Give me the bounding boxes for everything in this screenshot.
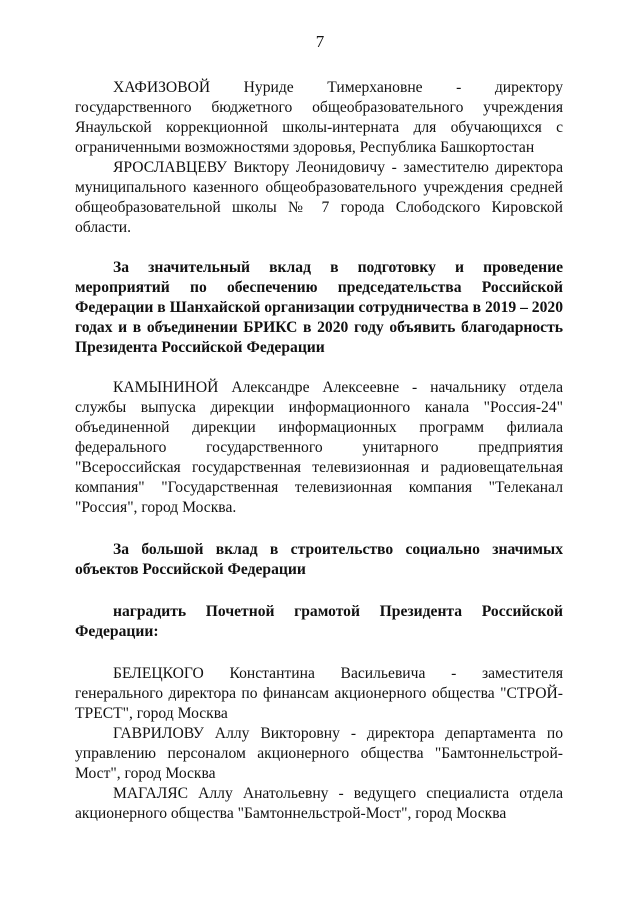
award-entry-magalyas: МАГАЛЯС Аллу Анатольевну - ведущего специалиста отдела акционерного общества "Бамтоннельстрой-Мост", город Москва	[75, 785, 563, 822]
spacer	[75, 238, 563, 258]
spacer	[75, 518, 563, 540]
spacer	[75, 358, 563, 378]
award-entry-khafizova: ХАФИЗОВОЙ Нуриде Тимерхановне - директору государственного бюджетного общеобразовательного учреждения Янаульской коррекционной школы-интерната для обучающихся с ограниченными возможностями здоровья, Республика Башкортостан	[75, 79, 563, 156]
award-entry-gavrilova: ГАВРИЛОВУ Аллу Викторовну - директора департамента по управлению персоналом акционерного общества "Бамтоннельстрой-Мост", город Москва	[75, 725, 563, 782]
spacer	[75, 642, 563, 664]
section-heading-construction: За большой вклад в строительство социально значимых объектов Российской Федерации	[75, 541, 563, 578]
section-heading-sco-brics: За значительный вклад в подготовку и проведение мероприятий по обеспечению председательства Российской Федерации в Шанхайской организации сотрудничества в 2019 – 2020 годах и в объединении БРИКС в 2020 году объявить благодарность Президента Российской Федерации	[75, 259, 563, 356]
award-type-heading: наградить Почетной грамотой Президента Российской Федерации:	[75, 603, 563, 640]
award-entry-yaroslavtsev: ЯРОСЛАВЦЕВУ Виктору Леонидовичу - заместителю директора муниципального казенного общеобразовательного учреждения средней общеобразовательной школы № 7 города Слободского Кировской области.	[75, 159, 563, 236]
document-body	[75, 78, 563, 824]
award-entry-beletsky: БЕЛЕЦКОГО Константина Васильевича - заместителя генерального директора по финансам акционерного общества "СТРОЙ-ТРЕСТ", город Москва	[75, 665, 563, 722]
page-number: 7	[315, 32, 325, 51]
award-entry-kamynina: КАМЫНИНОЙ Александре Алексеевне - начальнику отдела службы выпуска дирекции информационного канала "Россия-24" объединенной дирекции информационных программ филиала федерального государственного унитарного предприятия "Всероссийская государственная телевизионная и радиовещательная компания" "Государственная телевизионная компания "Телеканал "Россия", город Москва.	[75, 379, 563, 516]
spacer	[75, 580, 563, 602]
